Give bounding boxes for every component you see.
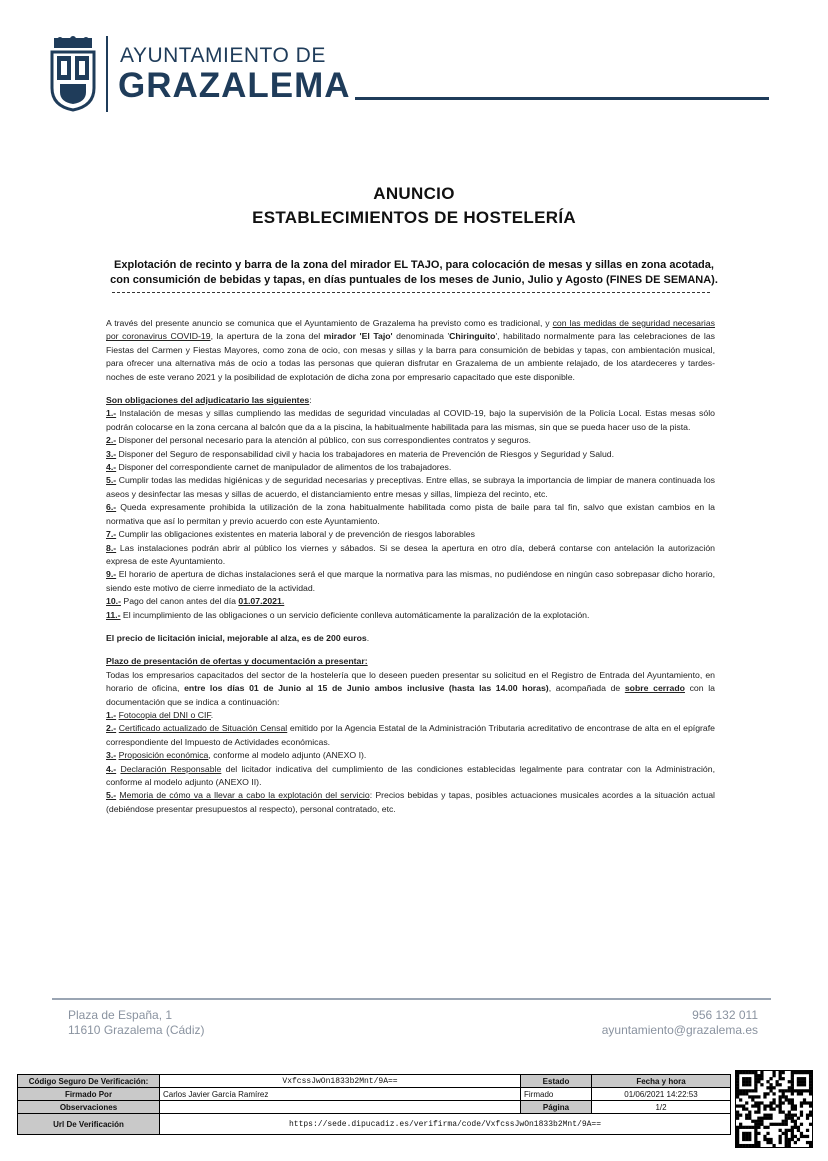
offers-heading: Plazo de presentación de ofertas y documentación a presentar: xyxy=(106,656,368,667)
footer-email: ayuntamiento@grazalema.es xyxy=(601,1023,758,1037)
firmado-value: Carlos Javier García Ramírez xyxy=(160,1088,521,1101)
crest-icon xyxy=(50,36,96,112)
subtitle-line2: con consumición de bebidas y tapas, en días puntuales de los meses de Junio, Julio y Agosto (FINES DE SEMANA). xyxy=(110,274,718,286)
document-item: 3.- Proposición económica, conforme al modelo adjunto (ANEXO I). xyxy=(106,750,367,761)
verification-url[interactable]: https://sede.dipucadiz.es/verifirma/code/VxfcssJwOn1833b2Mnt/9A== xyxy=(160,1114,731,1135)
obligation-item: 9.- El horario de apertura de dichas instalaciones será el que marque la normativa para las mismas, no pudiéndose en ningún caso sobrepasar dicho horario, siendo este motivo de cierre inmediato de la actividad. xyxy=(106,569,715,593)
obligation-item: 11.- El incumplimiento de las obligaciones o un servicio deficiente conlleva automáticamente la paralización de la explotación. xyxy=(106,609,590,620)
footer-address-line1: Plaza de España, 1 xyxy=(68,1008,173,1022)
fecha-label: Fecha y hora xyxy=(592,1075,731,1088)
document-item: 2.- Certificado actualizado de Situación Censal emitido por la Agencia Estatal de la Administración Tributaria acreditativo de encontrase de alta en el epígrafe correspondiente del Impuesto de Actividades económicas. xyxy=(106,723,715,747)
obligation-item: 5.- Cumplir todas las medidas higiénicas y de seguridad necesarias y preceptivas. Entre ellas, se subraya la importancia de limpiar de manera continuada los aseos y desinfectar las mesas y sillas de acuerdo, el distanciamiento entre mesas y sillas, limpieza del recinto, etc. xyxy=(106,475,715,499)
table-row xyxy=(18,1088,731,1101)
estado-label: Estado xyxy=(521,1075,592,1088)
dashed-separator xyxy=(112,292,710,293)
qr-code-icon[interactable] xyxy=(735,1070,813,1148)
firmado-label: Firmado Por xyxy=(18,1088,160,1101)
fecha-value: 01/06/2021 14:22:53 xyxy=(592,1088,731,1101)
document-subtitle xyxy=(100,258,728,288)
document-body xyxy=(106,317,715,816)
url-label: Url De Verificación xyxy=(18,1114,160,1135)
obligation-item: 4.- Disponer del correspondiente carnet de manipulador de alimentos de los trabajadores. xyxy=(106,462,452,473)
footer-divider xyxy=(52,998,771,1000)
observaciones-value xyxy=(160,1101,521,1114)
document-title: ANUNCIO xyxy=(373,184,455,203)
org-name-line1: AYUNTAMIENTO DE xyxy=(120,44,326,67)
document-item: 4.- Declaración Responsable del licitador indicativa del cumplimiento de las condiciones establecidas legalmente para contratar con la Administración, conforme al modelo adjunto (ANEXO II). xyxy=(106,763,716,787)
document-item: 1.- Fotocopia del DNI o CIF. xyxy=(106,709,214,720)
obligation-item: 8.- Las instalaciones podrán abrir al público los viernes y sábados. Si se desea la apertura en otro día, deberá contarse con antelación la autorización expresa de este Ayuntamiento. xyxy=(106,542,715,566)
obligations-list xyxy=(106,407,715,622)
footer-phone: 956 132 011 xyxy=(692,1008,758,1022)
offers-paragraph: Todas los empresarios capacitados del sector de la hostelería que lo deseen pueden presentar su solicitud en el Registro de Entrada del Ayuntamiento, en horario de oficina, entre los días 01 de Junio al 15 de Junio ambos inclusive (hasta las 14.00 horas), acompañada de sobre cerrado con la documentación que se indica a continuación: xyxy=(106,669,715,707)
footer-address-line2: 11610 Grazalema (Cádiz) xyxy=(68,1023,205,1037)
pagina-value: 1/2 xyxy=(592,1101,731,1114)
estado-value: Firmado xyxy=(521,1088,592,1101)
table-row xyxy=(18,1114,731,1135)
csv-label: Código Seguro De Verificación: xyxy=(18,1075,160,1088)
obligation-item: 7.- Cumplir las obligaciones existentes en materia laboral y de prevención de riesgos laborables xyxy=(106,529,475,540)
subtitle-line1: Explotación de recinto y barra de la zona del mirador EL TAJO, para colocación de mesas y sillas en zona acotada, xyxy=(114,259,714,271)
document-item: 5.- Memoria de cómo va a llevar a cabo la explotación del servicio: Precios bebidas y tapas, posibles actuaciones musicales acordes a la situación actual (debiéndose presentar presupuestos al respecto), personal contratado, etc. xyxy=(106,790,715,814)
table-row xyxy=(18,1101,731,1114)
pagina-label: Página xyxy=(521,1101,592,1114)
documents-list xyxy=(106,709,715,816)
obligations-heading: Son obligaciones del adjudicatario las siguientes: xyxy=(106,395,312,406)
org-name-line2: GRAZALEMA xyxy=(118,66,351,105)
obligation-item: 10.- Pago del canon antes del día 01.07.2021. xyxy=(106,596,285,607)
header-divider xyxy=(106,36,108,112)
obligation-item: 2.- Disponer del personal necesario para la atención al público, con sus correspondientes contratos y seguros. xyxy=(106,435,531,446)
document-subject: ESTABLECIMIENTOS DE HOSTELERÍA xyxy=(252,208,576,227)
price-paragraph: El precio de licitación inicial, mejorable al alza, es de 200 euros. xyxy=(106,632,370,643)
observaciones-label: Observaciones xyxy=(18,1101,160,1114)
obligation-item: 1.- Instalación de mesas y sillas cumpliendo las medidas de seguridad vinculadas al COVID-19, bajo la supervisión de la Policía Local. Estas mesas sólo podrán colocarse en la zona cercana al balcón que da a la piscina, la habitualmente habilitada para las mismas, sin que se pueda hacer uso de la pista. xyxy=(106,408,715,432)
verification-table xyxy=(17,1074,731,1135)
table-row xyxy=(18,1075,731,1088)
obligation-item: 3.- Disponer del Seguro de responsabilidad civil y hacia los trabajadores en materia de Prevención de Riesgos y Seguridad y Salud. xyxy=(106,448,615,459)
intro-paragraph: A través del presente anuncio se comunica que el Ayuntamiento de Grazalema ha previsto como es tradicional, y con las medidas de seguridad necesarias por coronavirus COVID-19, la apertura de la zona del mirador 'El Tajo' denominada 'Chiringuito', habilitado normalmente para las celebraciones de las Fiestas del Carmen y Fiestas Mayores, como zona de ocio, con mesas y sillas y la barra para consumición de bebidas y tapas, con ambientación musical, para ofrecer una alternativa más de ocio a todas las personas que quieran disfrutar en Grazalema de un ambiente relajado, de los atardeceres y tardes-noches de este verano 2021 y la posibilidad de explotación de dicha zona por empresario capacitado que este disponible. xyxy=(106,318,715,382)
header-underline xyxy=(355,97,769,100)
csv-value: VxfcssJwOn1833b2Mnt/9A== xyxy=(160,1075,521,1088)
obligation-item: 6.- Queda expresamente prohibida la utilización de la zona habitualmente habilitada como pista de baile para tal fin, salvo que existan cambios en la normativa que así lo permitan y previo acuerdo con este Ayuntamiento. xyxy=(106,502,715,526)
